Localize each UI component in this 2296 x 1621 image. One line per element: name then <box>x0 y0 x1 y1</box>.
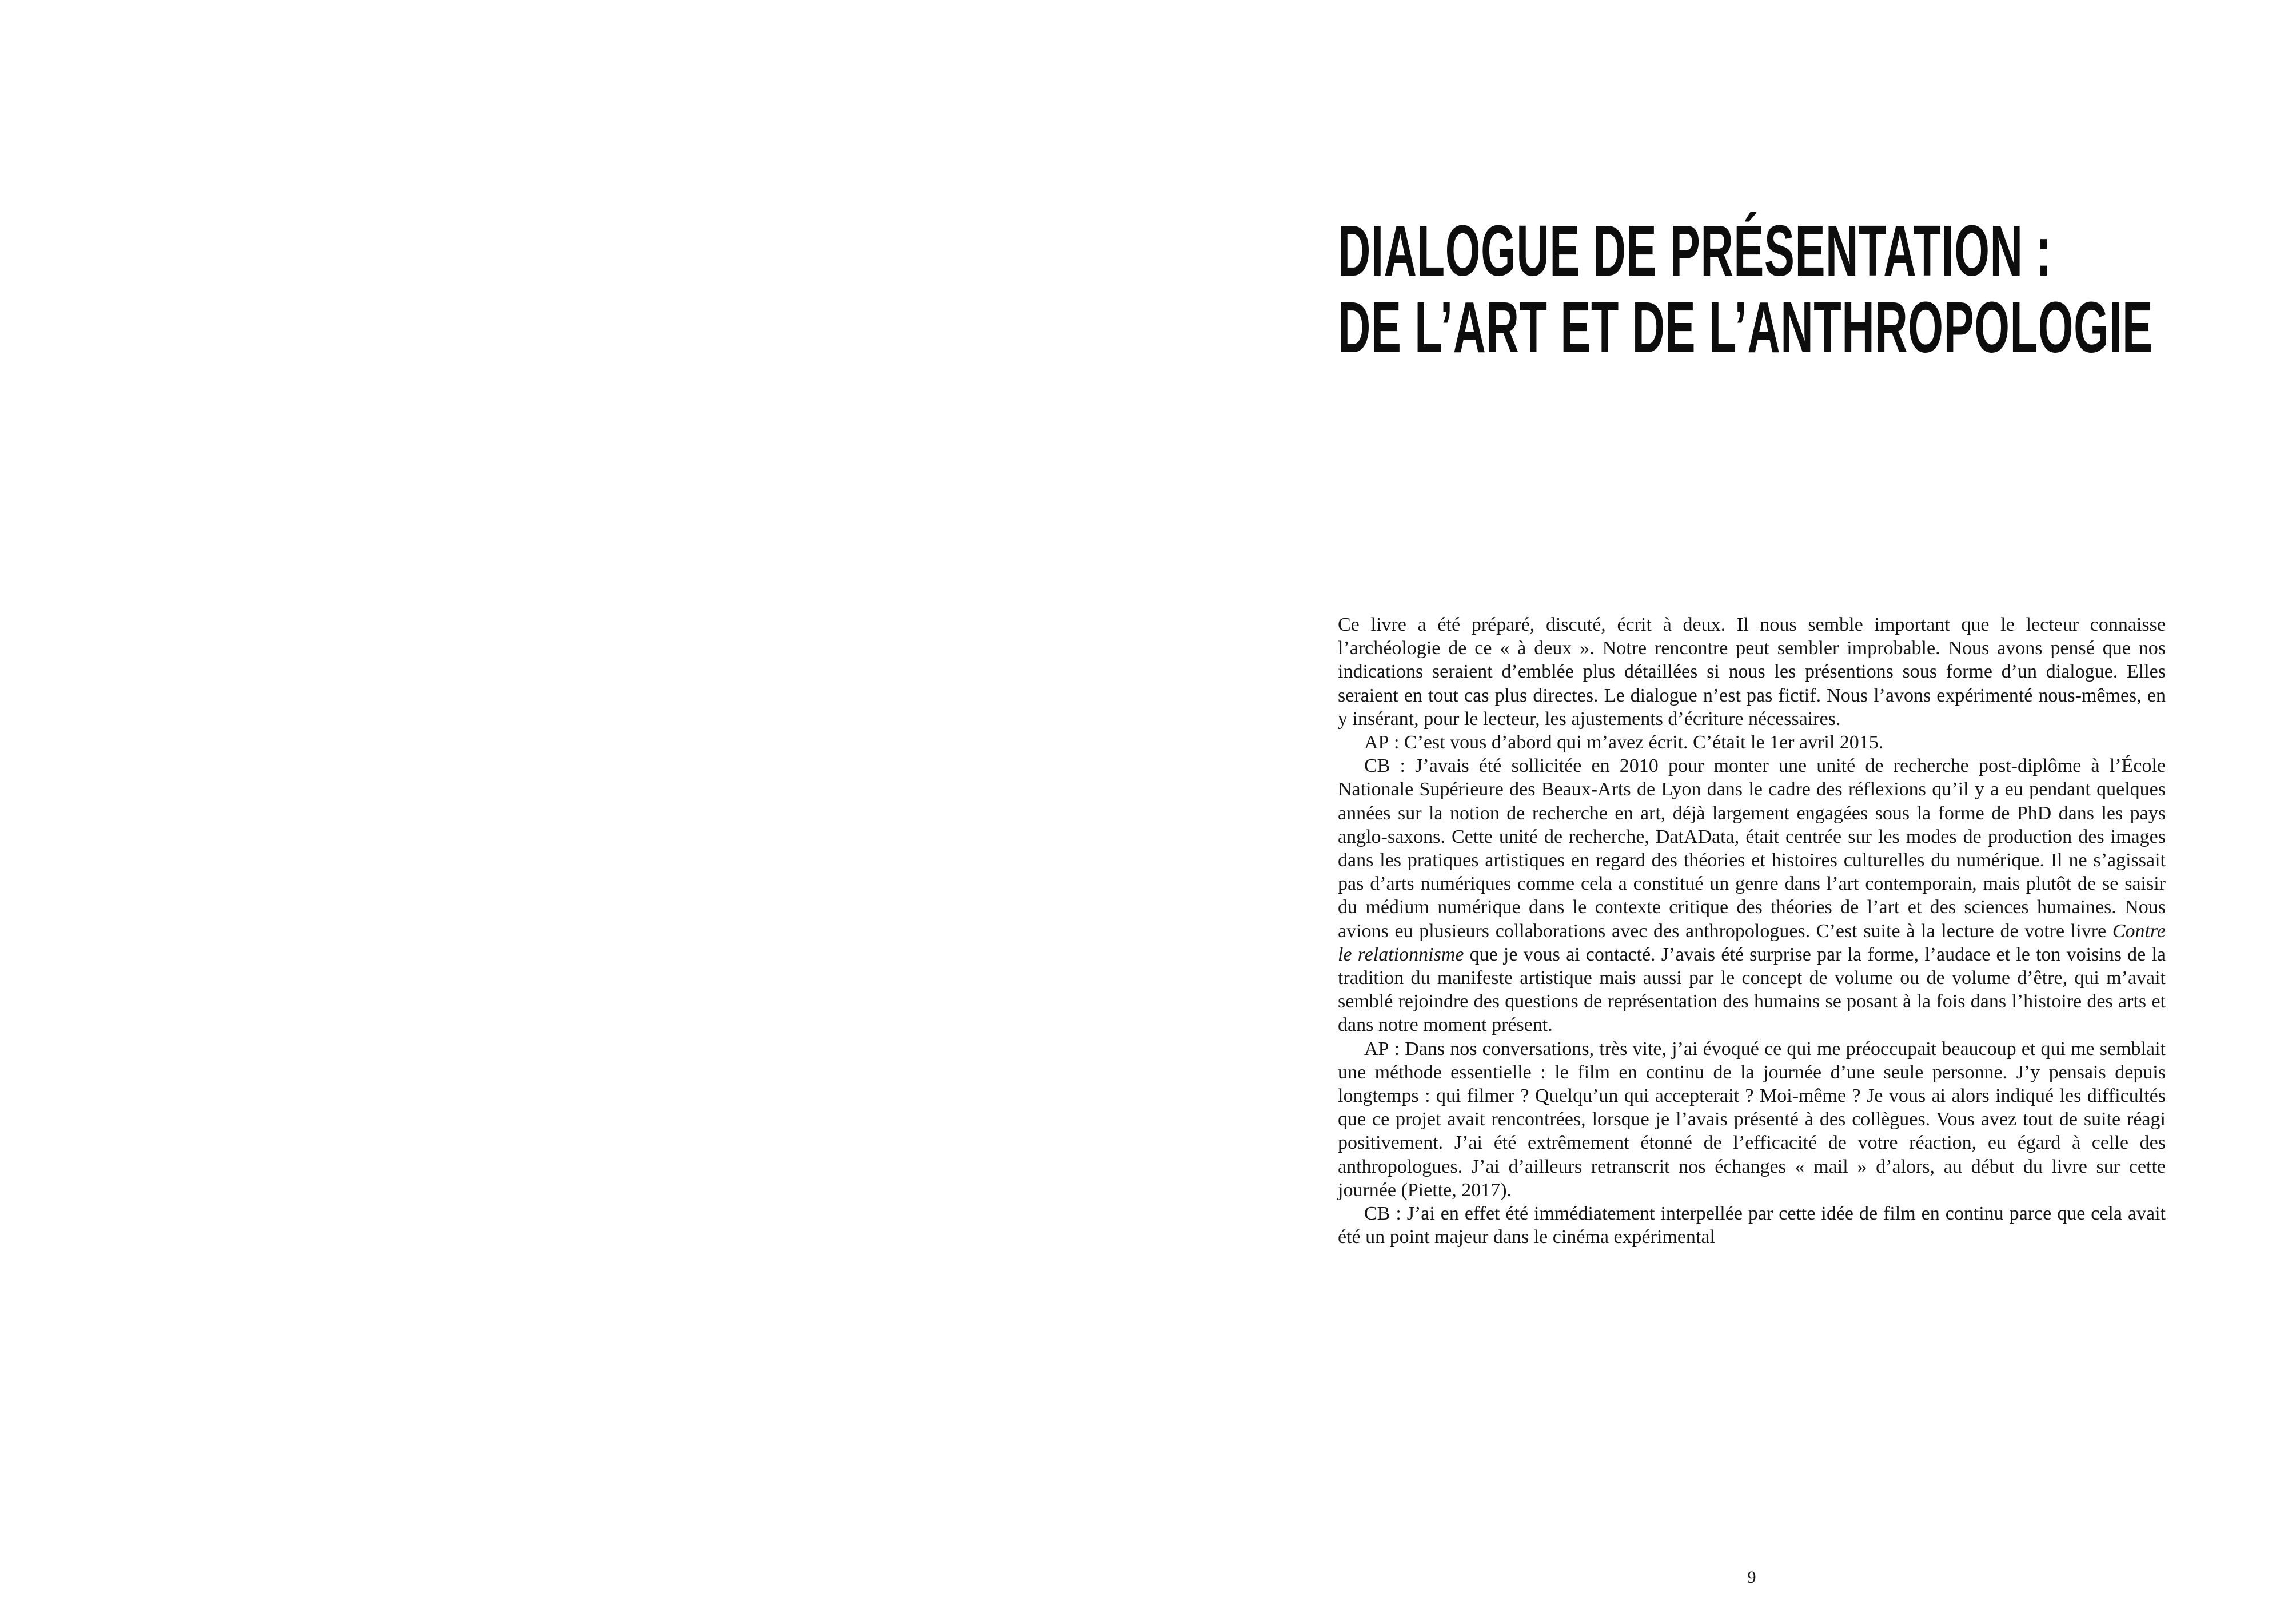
paragraph-cb-1-text: CB : J’avais été sollicitée en 2010 pour monter une unité de recherche post-diplôme à l’École Nationale Supérieure des Beaux-Arts de Lyon dans le cadre des réflexions qu’il y a eu pendant quelques années sur la notion de recherche en art, déjà largement engagées sous la forme de PhD dans les pays anglo-saxons. Cette unité de recherche, DatAData, était centrée sur les modes de production des images dans les pratiques artistiques en regard des théories et histoires culturelles du numérique. Il ne s’agissait pas d’arts numériques comme cela a constitué un genre dans l’art contemporain, mais plutôt de se saisir du médium numérique dans le contexte critique des théories de l’art et des sciences humaines. Nous avions eu plusieurs collaborations avec des anthropologues. C’est suite à la lecture de votre livre <box>1338 755 2166 942</box>
cited-book-title: Contre le relationnisme <box>1338 920 2166 965</box>
chapter-title-line-2: DE L’ART ET DE L’ANTHROPOLOGIE <box>1338 287 2153 368</box>
paragraph-ap-1: AP : C’est vous d’abord qui m’avez écrit. C’était le 1er avril 2015. <box>1364 732 1884 754</box>
body-text <box>1338 613 2166 1249</box>
page-number: 9 <box>1747 1568 1756 1587</box>
right-page <box>1338 0 2166 1621</box>
paragraph-cb-1-continuation: que je vous ai contacté. J’avais été surprise par la forme, l’audace et le ton voisins de la tradition du manifeste artistique mais aussi par le concept de volume ou de volume d’être, qui m’avait semblé rejoindre des questions de représentation des humains se posant à la fois dans l’histoire des arts et dans notre moment présent. <box>1338 943 2166 1036</box>
paragraph-cb-2: CB : J’ai en effet été immédiatement interpellée par cette idée de film en continu parce que cela avait été un point majeur dans le cinéma expérimental <box>1338 1203 2166 1248</box>
chapter-title-line-1: DIALOGUE DE PRÉSENTATION : <box>1338 210 2052 291</box>
paragraph-cb-1 <box>1338 754 2166 1037</box>
paragraph-intro: Ce livre a été préparé, discuté, écrit à deux. Il nous semble important que le lecteur connaisse l’archéologie de ce « à deux ». Notre rencontre peut sembler improbable. Nous avons pensé que nos indications seraient d’emblée plus détaillées si nous les présentions sous forme d’un dialogue. Elles seraient en tout cas plus directes. Le dialogue n’est pas fictif. Nous l’avons expérimenté nous-mêmes, en y insérant, pour le lecteur, les ajustements d’écriture nécessaires. <box>1338 614 2166 730</box>
paragraph-ap-2: AP : Dans nos conversations, très vite, j’ai évoqué ce qui me préoccupait beaucoup et qui me semblait une méthode essentielle : le film en continu de la journée d’une seule personne. J’y pensais depuis longtemps : qui filmer ? Quelqu’un qui accepterait ? Moi-même ? Je vous ai alors indiqué les difficultés que ce projet avait rencontrées, lorsque je l’avais présenté à des collègues. Vous avez tout de suite réagi positivement. J’ai été extrêmement étonné de l’efficacité de votre réaction, eu égard à celle des anthropologues. J’ai d’ailleurs retranscrit nos échanges « mail » d’alors, au début du livre sur cette journée (Piette, 2017). <box>1338 1038 2166 1201</box>
chapter-title <box>1338 210 2153 368</box>
